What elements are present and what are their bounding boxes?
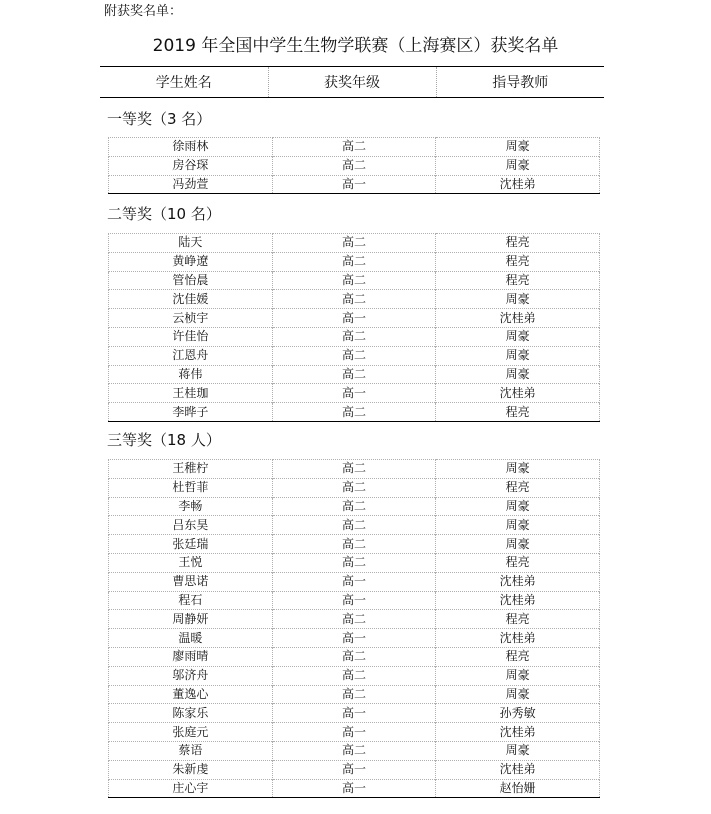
advisor: 周豪 — [436, 741, 600, 760]
table-row — [109, 478, 600, 497]
column-header-grade: 获奖年级 — [268, 67, 436, 98]
student-name: 周静妍 — [109, 610, 273, 629]
advisor: 周豪 — [436, 497, 600, 516]
student-name: 李畅 — [109, 497, 273, 516]
table-row — [109, 234, 600, 253]
student-name: 蔡语 — [109, 741, 273, 760]
table-row — [109, 591, 600, 610]
advisor: 沈桂弟 — [436, 175, 600, 194]
award-grade: 高二 — [272, 403, 436, 422]
document-title: 2019 年全国中学生生物学联赛（上海赛区）获奖名单 — [152, 36, 559, 56]
award-grade: 高一 — [272, 309, 436, 328]
award-grade: 高二 — [272, 460, 436, 479]
advisor: 程亮 — [436, 403, 600, 422]
award-grade: 高一 — [272, 175, 436, 194]
student-name: 云桢宇 — [109, 309, 273, 328]
table-row — [109, 309, 600, 328]
student-name: 杜哲菲 — [109, 478, 273, 497]
advisor: 沈桂弟 — [436, 309, 600, 328]
table-row — [109, 704, 600, 723]
advisor: 沈桂弟 — [436, 760, 600, 779]
column-header-row — [100, 67, 604, 98]
award-grade: 高二 — [272, 365, 436, 384]
student-name: 许佳怡 — [109, 327, 273, 346]
student-name: 廖雨晴 — [109, 647, 273, 666]
student-name: 江恩舟 — [109, 346, 273, 365]
advisor: 孙秀敏 — [436, 704, 600, 723]
table-row — [109, 647, 600, 666]
advisor: 程亮 — [436, 647, 600, 666]
award-grade: 高二 — [272, 346, 436, 365]
student-name: 陆天 — [109, 234, 273, 253]
student-name: 董逸心 — [109, 685, 273, 704]
advisor: 周豪 — [436, 138, 600, 157]
student-name: 李晔子 — [109, 403, 273, 422]
column-header-student-name: 学生姓名 — [100, 67, 268, 98]
advisor: 周豪 — [436, 290, 600, 309]
table-row — [109, 327, 600, 346]
award-grade: 高一 — [272, 779, 436, 798]
student-name: 朱新虔 — [109, 760, 273, 779]
table-row — [109, 741, 600, 760]
table-row — [109, 629, 600, 648]
award-grade: 高一 — [272, 723, 436, 742]
student-name: 冯劲萱 — [109, 175, 273, 194]
award-grade: 高一 — [272, 572, 436, 591]
student-name: 王悦 — [109, 553, 273, 572]
second-prize-table — [108, 233, 600, 422]
advisor: 程亮 — [436, 271, 600, 290]
table-row — [109, 252, 600, 271]
award-grade: 高一 — [272, 760, 436, 779]
advisor: 程亮 — [436, 234, 600, 253]
advisor: 沈桂弟 — [436, 629, 600, 648]
student-name: 邬济舟 — [109, 666, 273, 685]
student-name: 王稚柠 — [109, 460, 273, 479]
award-grade: 高二 — [272, 685, 436, 704]
advisor: 沈桂弟 — [436, 572, 600, 591]
advisor: 周豪 — [436, 327, 600, 346]
second-prize-heading: 二等奖（10 名） — [107, 205, 221, 223]
advisor: 周豪 — [436, 346, 600, 365]
student-name: 王桂珈 — [109, 384, 273, 403]
award-grade: 高二 — [272, 271, 436, 290]
award-grade: 高二 — [272, 234, 436, 253]
table-row — [109, 156, 600, 175]
table-row — [109, 460, 600, 479]
table-row — [109, 553, 600, 572]
student-name: 张廷瑞 — [109, 535, 273, 554]
award-grade: 高二 — [272, 497, 436, 516]
table-row — [109, 384, 600, 403]
award-grade: 高二 — [272, 610, 436, 629]
advisor: 程亮 — [436, 252, 600, 271]
attachment-note: 附获奖名单： — [104, 4, 183, 19]
student-name: 管怡晨 — [109, 271, 273, 290]
advisor: 程亮 — [436, 478, 600, 497]
table-row — [109, 290, 600, 309]
table-row — [109, 271, 600, 290]
advisor: 周豪 — [436, 666, 600, 685]
column-header-teacher: 指导教师 — [492, 75, 549, 91]
student-name: 沈佳媛 — [109, 290, 273, 309]
award-grade: 高二 — [272, 156, 436, 175]
table-row — [109, 175, 600, 194]
student-name: 蒋伟 — [109, 365, 273, 384]
advisor: 赵怡姗 — [436, 779, 600, 798]
advisor: 周豪 — [436, 516, 600, 535]
first-prize-heading: 一等奖（3 名） — [107, 110, 212, 128]
table-row — [109, 779, 600, 798]
first-prize-table — [108, 137, 600, 194]
table-row — [109, 760, 600, 779]
table-row — [109, 666, 600, 685]
student-name: 温暖 — [109, 629, 273, 648]
advisor: 周豪 — [436, 460, 600, 479]
advisor: 周豪 — [436, 535, 600, 554]
advisor: 程亮 — [436, 610, 600, 629]
student-name: 陈家乐 — [109, 704, 273, 723]
award-grade: 高一 — [272, 629, 436, 648]
advisor: 程亮 — [436, 553, 600, 572]
table-row — [109, 346, 600, 365]
award-grade: 高二 — [272, 647, 436, 666]
table-row — [109, 685, 600, 704]
student-name: 徐雨林 — [109, 138, 273, 157]
award-grade: 高二 — [272, 478, 436, 497]
award-grade: 高二 — [272, 516, 436, 535]
advisor: 沈桂弟 — [436, 591, 600, 610]
award-grade: 高二 — [272, 553, 436, 572]
student-name: 庄心宇 — [109, 779, 273, 798]
award-grade: 高二 — [272, 138, 436, 157]
advisor: 周豪 — [436, 365, 600, 384]
table-row — [109, 138, 600, 157]
student-name: 曹思诺 — [109, 572, 273, 591]
award-grade: 高一 — [272, 384, 436, 403]
third-prize-table — [108, 459, 600, 798]
award-grade: 高二 — [272, 741, 436, 760]
award-grade: 高一 — [272, 704, 436, 723]
student-name: 程石 — [109, 591, 273, 610]
student-name: 黄峥遼 — [109, 252, 273, 271]
advisor: 周豪 — [436, 685, 600, 704]
table-row — [109, 610, 600, 629]
award-grade: 高二 — [272, 535, 436, 554]
table-row — [109, 497, 600, 516]
award-grade: 高二 — [272, 290, 436, 309]
award-grade: 高二 — [272, 666, 436, 685]
column-header-table — [100, 66, 604, 98]
award-grade: 高一 — [272, 591, 436, 610]
advisor: 沈桂弟 — [436, 384, 600, 403]
third-prize-heading: 三等奖（18 人） — [107, 431, 221, 449]
award-grade: 高二 — [272, 327, 436, 346]
student-name: 房谷琛 — [109, 156, 273, 175]
student-name: 吕东昊 — [109, 516, 273, 535]
advisor: 沈桂弟 — [436, 723, 600, 742]
table-row — [109, 572, 600, 591]
advisor: 周豪 — [436, 156, 600, 175]
table-row — [109, 535, 600, 554]
table-row — [109, 516, 600, 535]
award-grade: 高二 — [272, 252, 436, 271]
student-name: 张庭元 — [109, 723, 273, 742]
table-row — [109, 403, 600, 422]
table-row — [109, 365, 600, 384]
table-row — [109, 723, 600, 742]
